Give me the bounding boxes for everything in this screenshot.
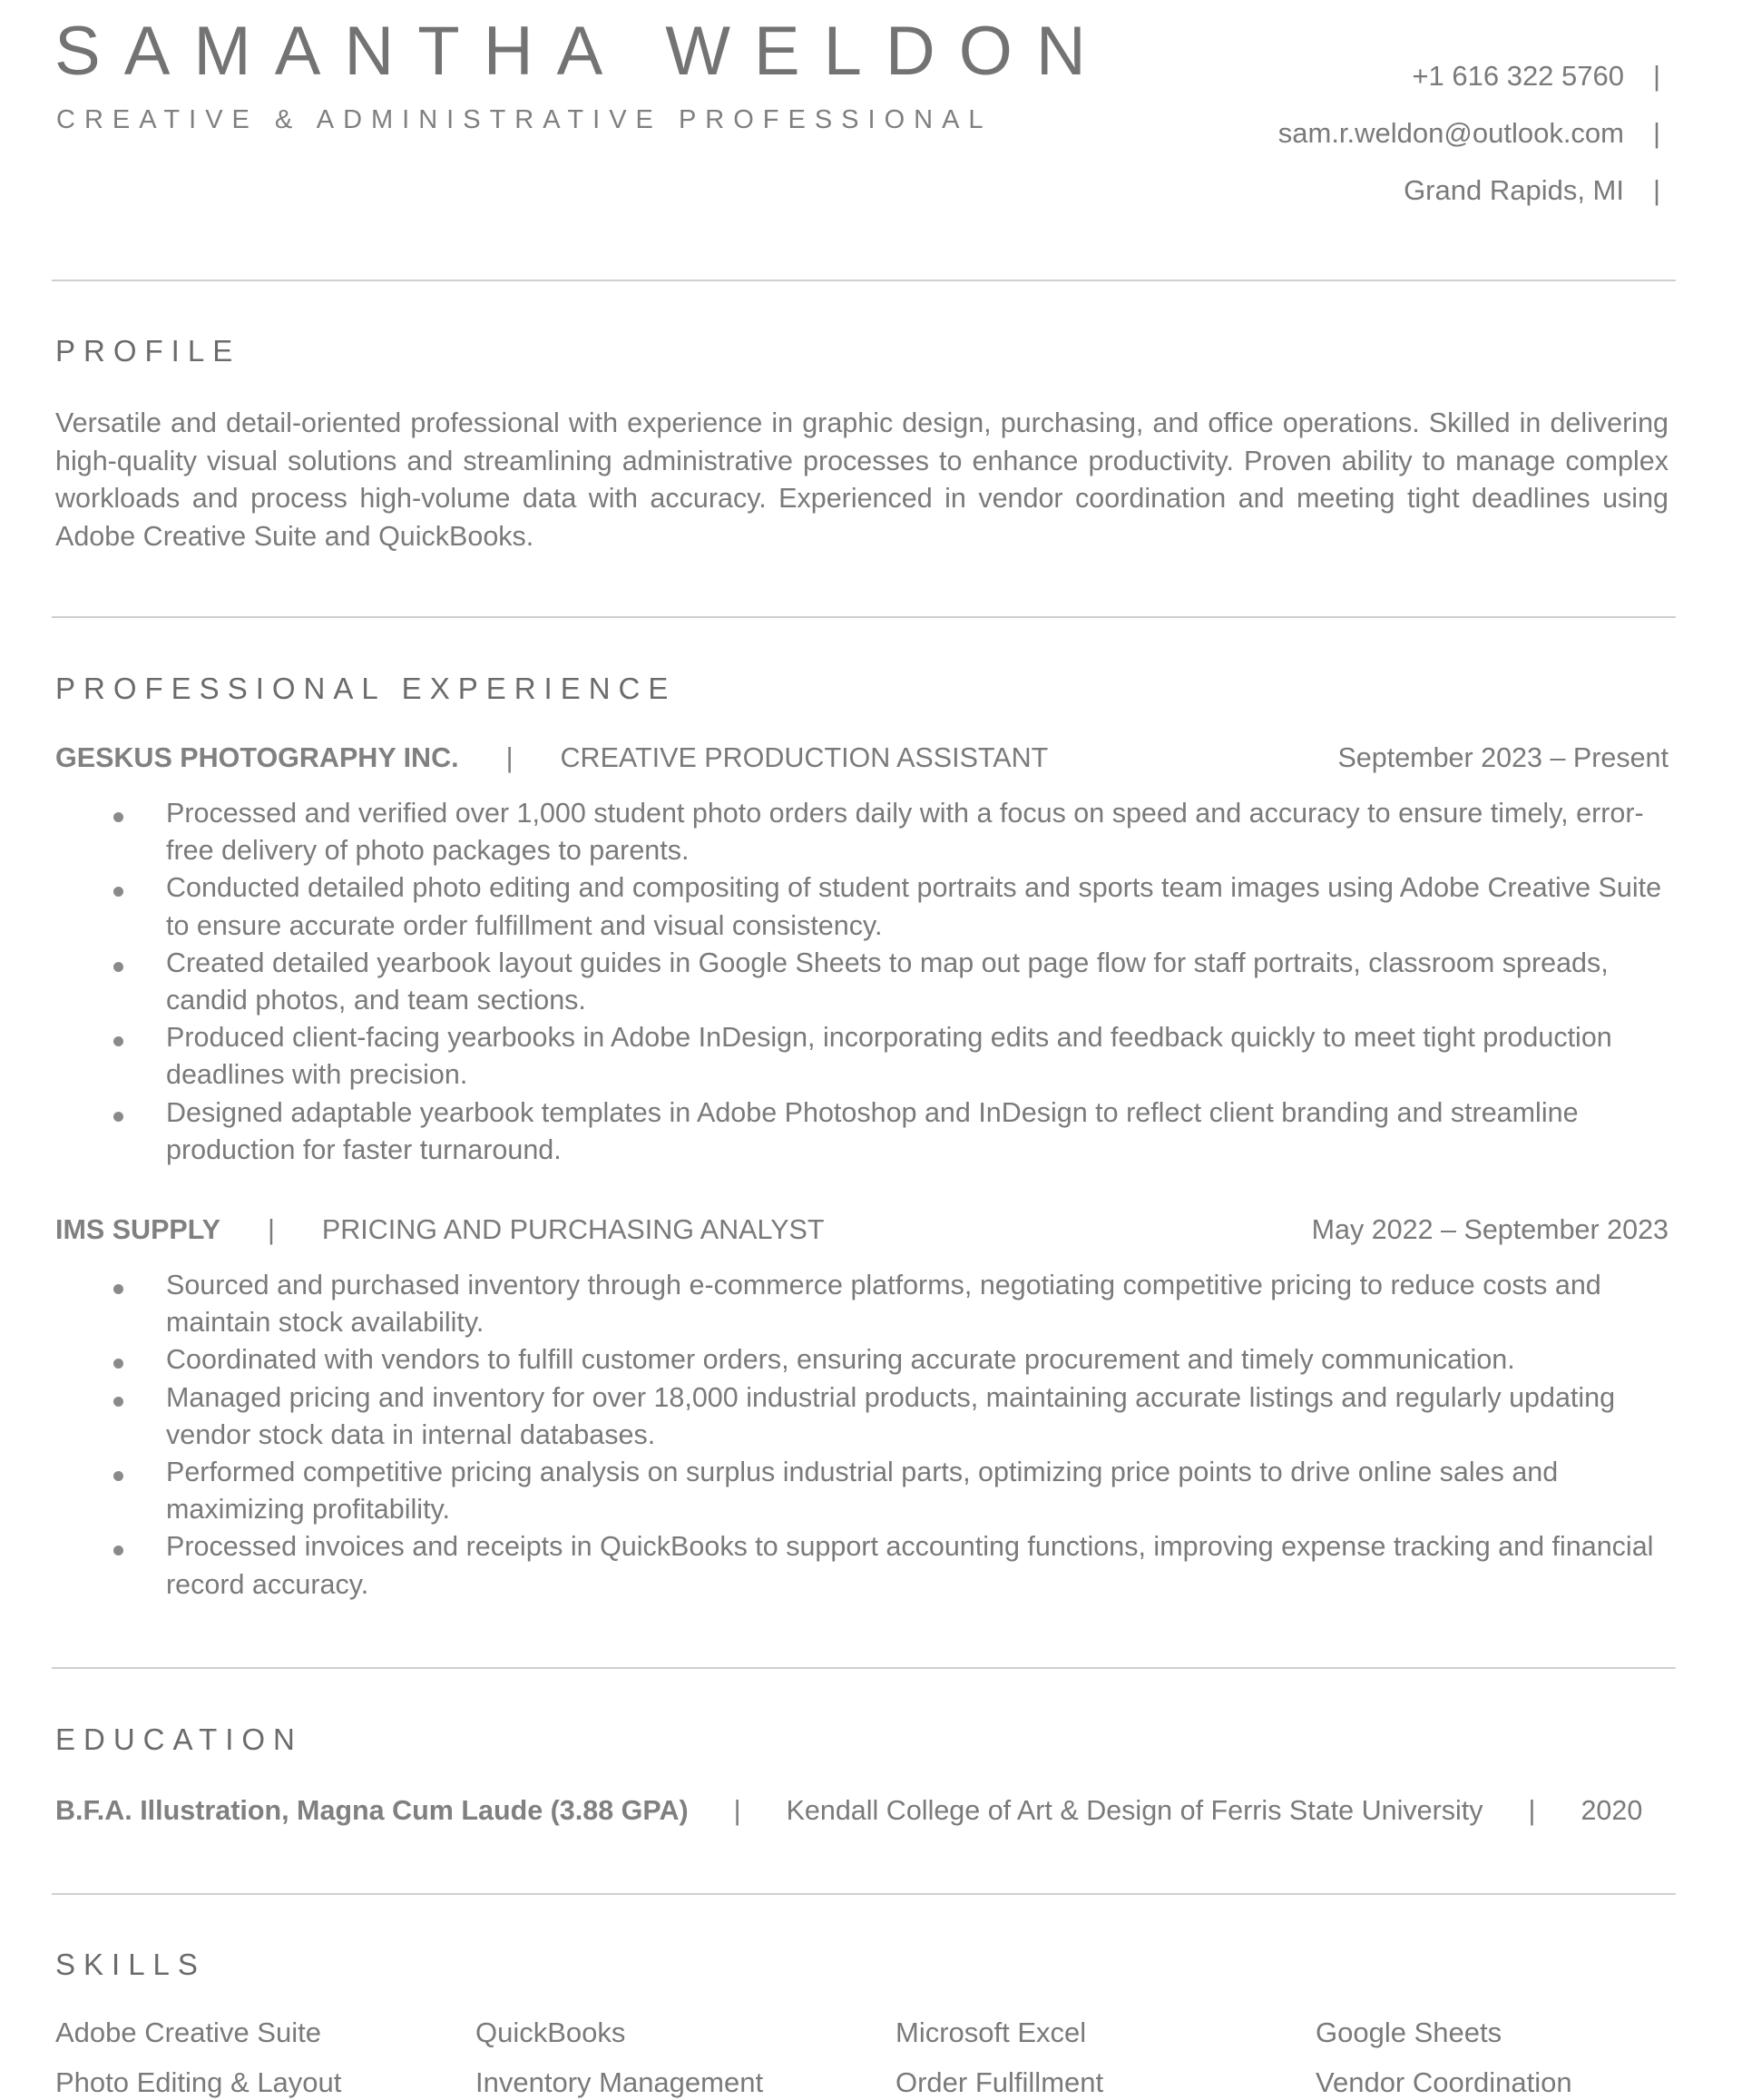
job-company: GESKUS PHOTOGRAPHY INC. bbox=[55, 742, 459, 773]
contact-location bbox=[1278, 162, 1660, 219]
section-divider bbox=[52, 280, 1676, 281]
job-bullet: Created detailed yearbook layout guides in Google Sheets to map out page flow for staff portraits, classroom spreads, candid photos, and team sections. bbox=[166, 945, 1668, 1019]
job-bullet: Coordinated with vendors to fulfill customer orders, ensuring accurate procurement and timely communication. bbox=[166, 1341, 1668, 1379]
job-role: CREATIVE PRODUCTION ASSISTANT bbox=[560, 742, 1049, 773]
skill-item: Order Fulfillment bbox=[895, 2066, 1104, 2098]
contact-phone bbox=[1278, 47, 1660, 104]
education-separator: | bbox=[733, 1795, 741, 1826]
job-bullet: Processed and verified over 1,000 student photo orders daily with a focus on speed and accuracy to ensure timely, error-free delivery of photo packages to parents. bbox=[166, 795, 1668, 869]
job-role: PRICING AND PURCHASING ANALYST bbox=[321, 1214, 825, 1245]
job-bullet: Produced client-facing yearbooks in Adobe InDesign, incorporating edits and feedback quickly to meet tight production deadlines with precision. bbox=[166, 1019, 1668, 1094]
job-bullet: Conducted detailed photo editing and compositing of student portraits and sports team images using Adobe Creative Suite to ensure accurate order fulfillment and visual consistency. bbox=[166, 869, 1668, 944]
profile-summary: Versatile and detail-oriented professional with experience in graphic design, purchasing, and office operations. Skilled in delivering high-quality visual solutions and streamlining administrative processes to enhance productivity. Proven ability to manage complex workloads and process high-volume data with accuracy. Experienced in vendor coordination and meeting tight deadlines using Adobe Creative Suite and QuickBooks. bbox=[55, 407, 1669, 552]
job-dates: May 2022 – September 2023 bbox=[1311, 1214, 1669, 1245]
job-separator: | bbox=[267, 1214, 275, 1245]
section-divider bbox=[52, 616, 1676, 618]
contact-email-text: sam.r.weldon@outlook.com bbox=[1277, 117, 1624, 149]
job-bullet: Sourced and purchased inventory through e-commerce platforms, negotiating competitive pricing to reduce costs and maintain stock availability. bbox=[166, 1267, 1668, 1341]
job-header bbox=[55, 1214, 1669, 1252]
education-separator: | bbox=[1528, 1795, 1536, 1826]
skill-item: Vendor Coordination bbox=[1316, 2066, 1572, 2098]
contact-block bbox=[1278, 47, 1660, 219]
contact-email bbox=[1278, 104, 1660, 162]
candidate-tagline: CREATIVE & ADMINISTRATIVE PROFESSIONAL bbox=[56, 105, 993, 134]
job-header bbox=[55, 742, 1669, 780]
skill-item: Adobe Creative Suite bbox=[55, 2017, 321, 2048]
skill-item: Photo Editing & Layout bbox=[55, 2066, 342, 2098]
skill-item: Inventory Management bbox=[475, 2066, 764, 2098]
section-divider bbox=[52, 1667, 1676, 1669]
experience-heading: PROFESSIONAL EXPERIENCE bbox=[55, 672, 677, 705]
contact-phone-text: +1 616 322 5760 bbox=[1412, 60, 1624, 92]
job-separator: | bbox=[505, 742, 514, 773]
job-company: IMS SUPPLY bbox=[55, 1214, 220, 1245]
job-bullets bbox=[166, 1267, 1668, 1604]
contact-location-text: Grand Rapids, MI bbox=[1404, 174, 1624, 206]
job-bullet: Designed adaptable yearbook templates in Adobe Photoshop and InDesign to reflect client branding and streamline production for faster turnaround. bbox=[166, 1094, 1668, 1169]
job-dates: September 2023 – Present bbox=[1337, 742, 1669, 773]
skills-heading: SKILLS bbox=[55, 1948, 206, 1981]
contact-separator: | bbox=[1652, 60, 1660, 92]
profile-heading: PROFILE bbox=[55, 334, 241, 368]
contact-separator: | bbox=[1652, 174, 1660, 206]
skill-item: QuickBooks bbox=[475, 2017, 626, 2048]
job-bullet: Managed pricing and inventory for over 18,000 industrial products, maintaining accurate listings and regularly updating vendor stock data in internal databases. bbox=[166, 1379, 1668, 1454]
job-bullet: Processed invoices and receipts in QuickBooks to support accounting functions, improving expense tracking and financial record accuracy. bbox=[166, 1528, 1668, 1603]
education-degree: B.F.A. Illustration, Magna Cum Laude (3.88 GPA) bbox=[55, 1795, 689, 1826]
skill-item: Google Sheets bbox=[1316, 2017, 1502, 2048]
candidate-name: SAMANTHA WELDON bbox=[54, 13, 1110, 90]
skill-item: Microsoft Excel bbox=[895, 2017, 1087, 2048]
job-bullets bbox=[166, 795, 1668, 1169]
education-heading: EDUCATION bbox=[55, 1722, 303, 1756]
education-entry bbox=[55, 1795, 1642, 1827]
education-year: 2020 bbox=[1581, 1795, 1643, 1826]
education-school: Kendall College of Art & Design of Ferris State University bbox=[786, 1795, 1483, 1826]
contact-separator: | bbox=[1652, 117, 1660, 149]
section-divider bbox=[52, 1893, 1676, 1895]
job-bullet: Performed competitive pricing analysis on surplus industrial parts, optimizing price points to drive online sales and maximizing profitability. bbox=[166, 1454, 1668, 1528]
